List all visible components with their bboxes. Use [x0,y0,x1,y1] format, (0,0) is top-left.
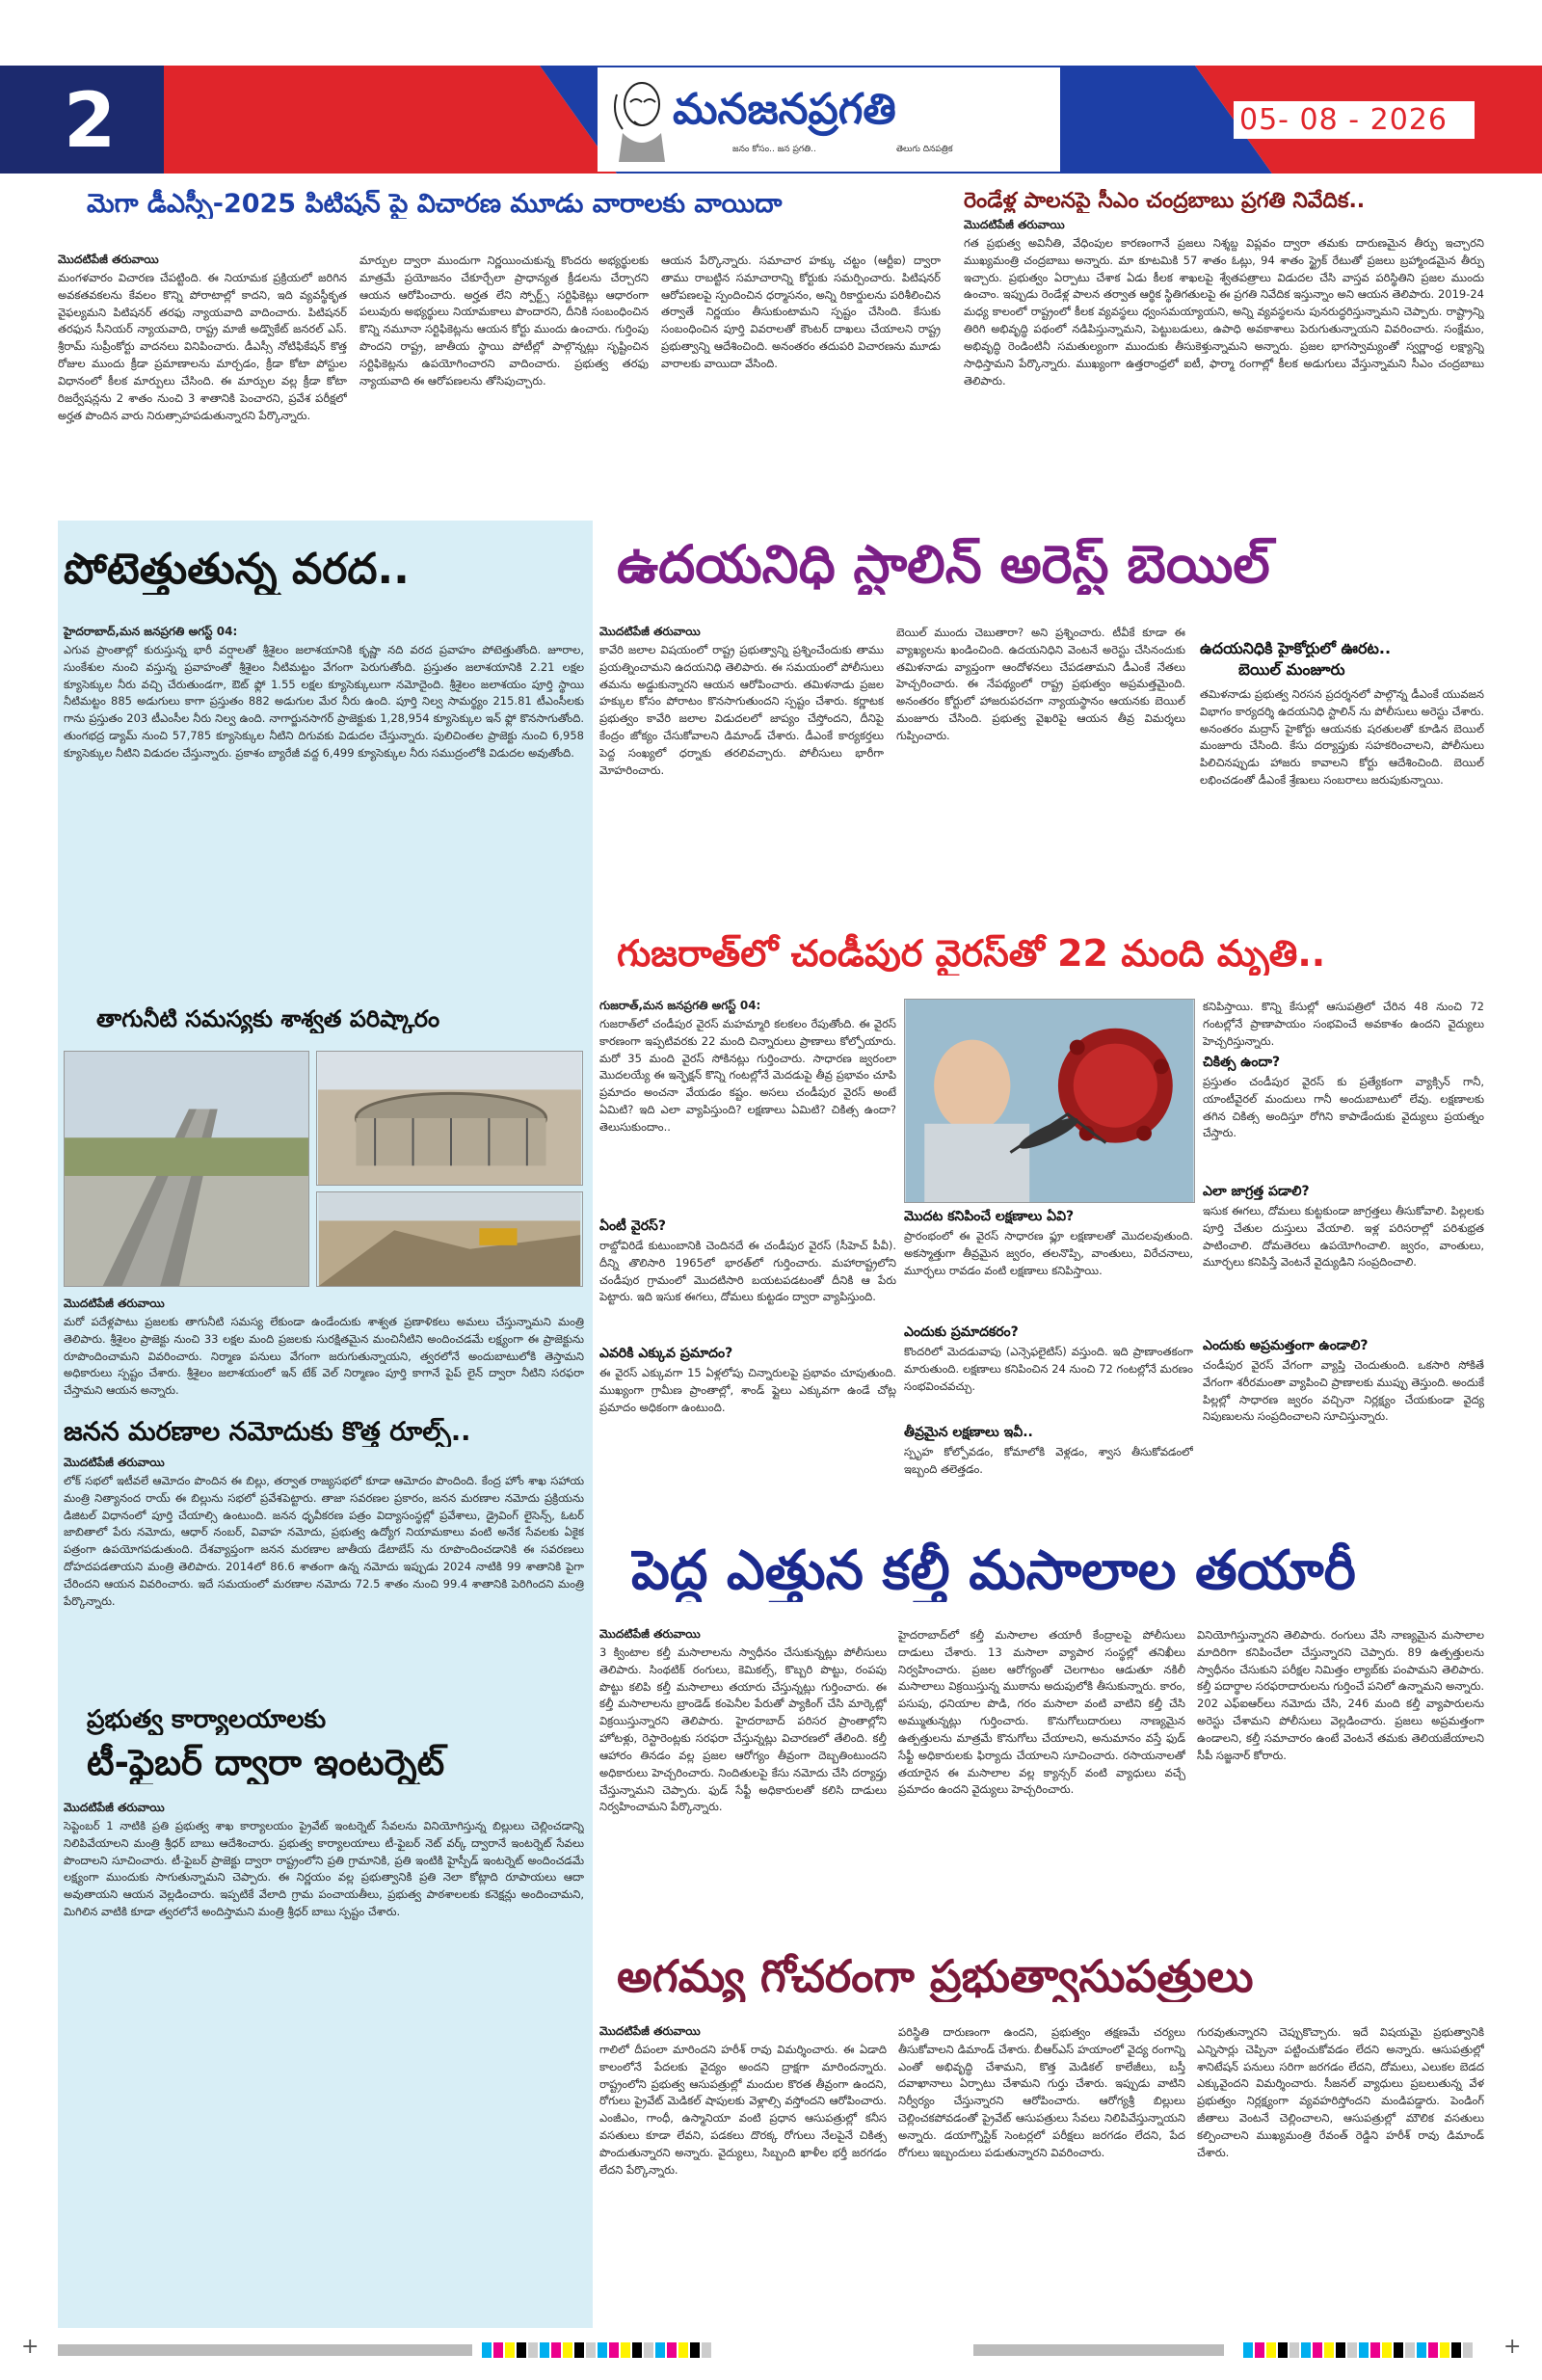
gujarat-q7: ఎలా జాగ్రత్త పడాలి? [1203,1184,1310,1199]
crosshair-left-icon: + [21,2335,40,2359]
gujarat-byline: గుజరాత్,మన జనప్రగతి అగస్ట్ 04: [599,999,761,1012]
well-construction-photo [316,1051,583,1186]
dsc-body-col3: ఆయన పేర్కొన్నారు. సమాచార హక్కు చట్టం (ఆర్టీఐ) ద్వారా తాము రాబట్టిన సమాచారాన్ని కోర్టుకు సమర్పించారు. పిటిషనర్ ఆరోపణలపై స్పందించిన ధర్మాసనం, అన్ని రికార్డులను పరిశీలించిన తర్వాతే నిర్ణయం తీసుకుంటామని స్పష్టం చేసింది. కేసుకు సంబంధించిన పూర్తి వివరాలతో కౌంటర్ దాఖలు చేయాలని రాష్ట్ర ప్రభుత్వాన్ని ఆదేశించింది. అనంతరం తదుపరి విచారణను మూడు వారాలకు వాయిదా వేసింది. [661,254,941,370]
internet-body: సెప్టెంబర్ 1 నాటికి ప్రతి ప్రభుత్వ శాఖ కార్యాలయం ప్రైవేట్ ఇంటర్నెట్ సేవలను వినియోగిస్తున్న బిల్లులు చెల్లించడాన్ని నిలిపివేయాలని మంత్రి శ్రీధర్ బాబు ఆదేశించారు. ప్రభుత్వ కార్యాలయాలు టీ-ఫైబర్ నెట్ వర్క్ ద్వారానే ఇంటర్నెట్ సేవలు పొందాలని సూచించారు. టీ-ఫైబర్ ప్రాజెక్టు ద్వారా రాష్ట్రంలోని ప్రతి గ్రామానికి, ప్రతి ఇంటికి హైస్పీడ్ ఇంటర్నెట్ అందించడమే లక్ష్యంగా ముందుకు సాగుతున్నామని చెప్పారు. ఈ నిర్ణయం వల్ల ప్రభుత్వానికి ప్రతి నెలా కోట్లాది రూపాయలు ఆదా అవుతాయని ఆయన వెల్లడించారు. ఇప్పటికే వేలాది గ్రామ పంచాయతీలు, ప్రభుత్వ పాఠశాలలకు కనెక్షన్లు అందించామని, మిగిలిన వాటికి కూడా త్వరలోనే అందిస్తామని మంత్రి శ్రీధర్ బాబు స్పష్టం చేశారు. [64,1819,584,1919]
gujarat-q4: ఎందుకు ప్రమాదకరం? [904,1324,1019,1340]
gujarat-q6: చికిత్స ఉందా? [1203,1055,1281,1070]
stalin-side-title-line2: బెయిల్ మంజూరు [1238,661,1345,679]
spices-body-col1: 3 క్వింటాల కల్తీ మసాలాలను స్వాధీనం చేసుకున్నట్లు పోలీసులు తెలిపారు. సింథటిక్ రంగులు, కెమికల్స్, కొబ్బరి పొట్టు, రంపపు పొట్టు కలిపి కల్తీ మసాలాలు తయారు చేస్తున్నట్లు గుర్తించారు. ఈ కల్తీ మసాలాలను బ్రాండెడ్ కంపెనీల పేరుతో ప్యాకింగ్ చేసి మార్కెట్లో విక్రయిస్తున్నారని తెలిపారు. హైదరాబాద్ పరిసర ప్రాంతాల్లోని హోటళ్లు, రెస్టారెంట్లకు సరఫరా చేస్తున్నట్లు విచారణలో తేలింది. కల్తీ ఆహారం తినడం వల్ల ప్రజల ఆరోగ్యం తీవ్రంగా దెబ్బతింటుందని అధికారులు హెచ్చరించారు. నిందితులపై కేసు నమోదు చేసి దర్యాప్తు చేస్తున్నామని చెప్పారు. ఫుడ్ సేఫ్టీ అధికారులతో కలిసి దాడులు నిర్వహించామని పేర్కొన్నారు. [599,1645,887,1814]
spices-body-col2: హైదరాబాద్‌లో కల్తీ మసాలాల తయారీ కేంద్రాలపై పోలీసులు దాడులు చేశారు. 13 మసాలా వ్యాపార సంస్థల్లో తనిఖీలు నిర్వహించారు. ప్రజల ఆరోగ్యంతో చెలగాటం ఆడుతూ నకిలీ మసాలాలు విక్రయిస్తున్న ముఠాను అదుపులోకి తీసుకున్నారు. కారం, పసుపు, ధనియాల పొడి, గరం మసాలా వంటి వాటిని కల్తీ చేసి అమ్ముతున్నట్లు గుర్తించారు. కొనుగోలుదారులు నాణ్యమైన ఉత్పత్తులను మాత్రమే కొనుగోలు చేయాలని, అనుమానం వస్తే ఫుడ్ సేఫ్టీ అధికారులకు ఫిర్యాదు చేయాలని సూచించారు. రసాయనాలతో తయారైన ఈ మసాలాల వల్ల క్యాన్సర్ వంటి వ్యాధులు వచ్చే ప్రమాదం ఉందని వైద్యులు హెచ్చరించారు. [898,1628,1185,1797]
print-color-bar [0,2333,1542,2371]
dsc-byline: మొదటిపేజీ తరువాయి [58,253,159,266]
gujarat-q3: మొదట కనిపించే లక్షణాలు ఏవి? [904,1209,1075,1224]
gujarat-q5: తీవ్రమైన లక్షణాలు ఇవీ.. [904,1425,1033,1440]
dsc-body-col2: మార్పుల ద్వారా ముందుగా నిర్ణయించుకున్న కొందరు అభ్యర్థులకు మాత్రమే ప్రయోజనం చేకూర్చేలా ప్రాధాన్యత క్రీడలను చేర్చారని ఆయన ఆరోపించారు. అర్హత లేని స్పోర్ట్స్ సర్టిఫికెట్లు ఆధారంగా పలువురు అభ్యర్థులు నియామకాలు పొందారని, దీనికి సంబంధించిన కొన్ని నమూనా సర్టిఫికెట్లను ఆయన కోర్టు ముందు ఉంచారు. గుర్తింపు పొందని రాష్ట్ర, జాతీయ స్థాయి పోటీల్లో పాల్గొన్నట్లు సృష్టించిన సర్టిఫికెట్లను ఉపయోగించారని వాదించారు. ప్రభుత్వ తరఫు న్యాయవాది ఈ ఆరోపణలను తోసిపుచ్చారు. [359,254,649,388]
cm-byline: మొదటిపేజీ తరువాయి [964,218,1065,231]
internet-headline-line1: ప్రభుత్వ కార్యాలయాలకు [87,1706,327,1734]
hospitals-byline: మొదటిపేజీ తరువాయి [599,2024,701,2038]
hospitals-body-col2: పరిస్థితి దారుణంగా ఉందని, ప్రభుత్వం తక్షణమే చర్యలు తీసుకోవాలని డిమాండ్ చేశారు. బీఆర్ఎస్ హయాంలో వైద్య రంగాన్ని ఎంతో అభివృద్ధి చేశామని, కొత్త మెడికల్ కాలేజీలు, బస్తీ దవాఖానాలు ఏర్పాటు చేశామని గుర్తు చేశారు. ఇప్పుడు వాటిని నిర్వీర్యం చేస్తున్నారని ఆరోపించారు. ఆరోగ్యశ్రీ బిల్లులు చెల్లించకపోవడంతో ప్రైవేట్ ఆసుపత్రులు సేవలు నిలిపివేస్తున్నాయని అన్నారు. డయాగ్నొస్టిక్ సెంటర్లలో పరీక్షలు జరగడం లేదని, పేద రోగులు ఇబ్బందులు పడుతున్నారని వివరించారు. [898,2025,1185,2159]
cm-body: గత ప్రభుత్వ అవినీతి, వేధింపుల కారణంగానే ప్రజలు నిశ్శబ్ద విప్లవం ద్వారా తమకు దారుణమైన తీర్పు ఇచ్చారని ముఖ్యమంత్రి చంద్రబాబు అన్నారు. మా కూటమికి 57 శాతం ఓట్లు, 94 శాతం స్ట్రైక్ రేటుతో ప్రజలు బ్రహ్మాండమైన తీర్పు ఇచ్చారు. ప్రభుత్వం ఏర్పాటు చేశాక ఏడు కీలక శాఖలపై శ్వేతపత్రాలు విడుదల చేసి వాస్తవ పరిస్థితిని ప్రజల ముందు ఉంచాం. ఇప్పుడు రెండేళ్ల పాలన తర్వాత ఆర్థిక స్థితిగతులపై ఈ ప్రగతి నివేదిక ఇస్తున్నాం అని ఆయన తెలిపారు. 2019-24 మధ్య కాలంలో రాష్ట్రంలో కీలక వ్యవస్థలు ధ్వంసమయ్యాయని, అన్ని వ్యవస్థలను పునరుద్ధరిస్తున్నామని చెప్పారు. రాష్ట్రాన్ని తిరిగి అభివృద్ధి పథంలో నడిపిస్తున్నామని, పెట్టుబడులు, ఉపాధి అవకాశాలు పెరుగుతున్నాయని వివరించారు. సంక్షేమం, అభివృద్ధి రెండింటినీ సమతుల్యంగా ముందుకు తీసుకెళ్తున్నామని అన్నారు. ప్రజల భాగస్వామ్యంతో స్వర్ణాంధ్ర లక్ష్యాన్ని సాధిస్తామని పేర్కొన్నారు. ముఖ్యంగా ఉత్తరాంధ్రలో ఐటీ, ఫార్మా రంగాల్లో కీలక అడుగులు వేస్తున్నామని సీఎం చంద్రబాబు తెలిపారు. [964,236,1484,388]
stalin-headline: ఉదయనిధి స్టాలిన్ అరెస్ట్ బెయిల్ [617,535,1270,595]
gujarat-a8: చండీపుర వైరస్ వేగంగా వ్యాప్తి చెందుతుంది. ఒకసారి సోకితే వేగంగా శరీరమంతా వ్యాపించి ప్రాణాలకు ముప్పు తెస్తుంది. అందుకే పిల్లల్లో సాధారణ జ్వరం వచ్చినా నిర్లక్ష్యం చేయకుండా వైద్య నిపుణులను సంప్రదించాలని సూచిస్తున్నారు. [1203,1358,1484,1424]
stalin-body-col1: కావేరి జలాల విషయంలో రాష్ట్ర ప్రభుత్వాన్ని ప్రశ్నించేందుకు తాము ప్రయత్నించామని ఉదయనిధి తెలిపారు. ఈ సమయంలో పోలీసులు తమను అడ్డుకున్నారని ఆయన ఆరోపించారు. తమిళనాడు ప్రజల హక్కుల కోసం పోరాటం కొనసాగుతుందని స్పష్టం చేశారు. కర్ణాటక ప్రభుత్వం కావేరి జలాల విడుదలలో జాప్యం చేస్తోందని, దీనిపై కేంద్రం జోక్యం చేసుకోవాలని డిమాండ్ చేశారు. డీఎంకే కార్యకర్తలు పెద్ద సంఖ్యలో ధర్నాకు తరలివచ్చారు. పోలీసులు భారీగా మోహరించారు. [599,643,884,777]
gujarat-a3: ప్రారంభంలో ఈ వైరస్ సాధారణ ఫ్లూ లక్షణాలతో మొదలవుతుంది. అకస్మాత్తుగా తీవ్రమైన జ్వరం, తలనొప్పి, వాంతులు, విరేచనాలు, మూర్ఛలు రావడం వంటి లక్షణాలు కనిపిస్తాయి. [904,1229,1193,1277]
virus-photo [904,999,1195,1203]
crosshair-right-icon: + [1503,2335,1522,2359]
gujarat-q1: ఏంటీ వైరస్? [599,1218,666,1234]
dsc-body-col1: మంగళవారం విచారణ చేపట్టింది. ఈ నియామక ప్రక్రియలో జరిగిన అవకతవకలను కేవలం కొన్ని పోరాటాల్లో కాదని, ఇది వ్యవస్థీకృత వైఫల్యమని పిటిషనర్ తరఫు న్యాయవాది వాదించారు. పిటిషనర్ తరఫున సీనియర్ న్యాయవాది, రాష్ట్ర మాజీ అడ్వొకేట్ జనరల్ ఎస్. శ్రీరామ్ సుప్రీంకోర్టు వాదనలు వినిపించారు. డీఎస్సీ నోటిఫికేషన్ కొత్త రోజుల ముందు క్రీడా ప్రమాణాలను మార్చడం, క్రీడా కోటా పోస్టుల విధానంలో కీలక మార్పులు చేసింది. ఈ మార్పుల వల్ల క్రీడా కోటా రిజర్వేషన్లను 2 శాతం నుంచి 3 శాతానికి పెంచారని, ప్రవేశ పరీక్షలో అర్హత పొందిన వారు నిరుత్సాహపడుతున్నారని పేర్కొన్నారు. [58,271,347,422]
gujarat-headline: గుజరాత్‌లో చండీపుర వైరస్‌తో 22 మంది మృతి.. [617,933,1326,975]
stalin-side-body: తమిళనాడు ప్రభుత్వ నిరసన ప్రదర్శనలో పాల్గొన్న డీఎంకే యువజన విభాగం కార్యదర్శి ఉదయనిధి స్టాలిన్ ను పోలీసులు అరెస్టు చేశారు. అనంతరం మద్రాస్ హైకోర్టు ఆయనకు షరతులతో కూడిన బెయిల్ మంజూరు చేసింది. కేసు దర్యాప్తుకు సహకరించాలని, పోలీసులు పిలిచినప్పుడు హాజరు కావాలని కోర్టు ఆదేశించింది. బెయిల్ లభించడంతో డీఎంకే శ్రేణులు సంబరాలు జరుపుకున్నాయి. [1200,687,1484,788]
brand-tagline-left: జనం కోసం.. జన ప్రగతి.. [732,145,816,154]
logo-face-icon [609,75,667,164]
dsc-headline: మెగా డీఎస్సీ-2025 పిటిషన్ పై విచారణ మూడు వారాలకు వాయిదా [87,189,783,219]
flood-byline: హైదరాబాద్,మన జనప్రగతి అగస్ట్ 04: [64,625,238,638]
internet-byline: మొదటిపేజీ తరువాయి [64,1801,165,1814]
stalin-side-title-line1: ఉదయనిధికి హైకోర్టులో ఊరట.. [1200,640,1392,657]
brand-name: మనజనప్రగతి [673,85,896,134]
gujarat-a7: ఇసుక ఈగలు, దోమలు కుట్టకుండా జాగ్రత్తలు తీసుకోవాలి. పిల్లలకు పూర్తి చేతుల దుస్తులు వేయాలి. ఇళ్ల పరిసరాల్లో పరిశుభ్రత పాటించాలి. దోమతెరలు ఉపయోగించాలి. జ్వరం, వాంతులు, మూర్ఛలు కనిపిస్తే వెంటనే వైద్యుడిని సంప్రదించాలి. [1203,1204,1484,1270]
issue-date: 05- 08 - 2026 [1234,101,1475,139]
hospitals-body-col1: గాలిలో దీపంలా మారిందని హరీశ్ రావు విమర్శించారు. ఈ ఏడాది కాలంలోనే పేదలకు వైద్యం అందని ద్రాక్షగా మారిందన్నారు. రాష్ట్రంలోని ప్రభుత్వ ఆసుపత్రుల్లో మందుల కొరత తీవ్రంగా ఉందని, రోగులు ప్రైవేట్ మెడికల్ షాపులకు వెళ్లాల్సి వస్తోందని ఆరోపించారు. ఎంజీఎం, గాంధీ, ఉస్మానియా వంటి ప్రధాన ఆసుపత్రుల్లో కనీస వసతులు కూడా లేవని, పడకలు దొరక్క రోగులు నేలపైనే చికిత్స పొందుతున్నారని అన్నారు. వైద్యులు, సిబ్బంది ఖాళీల భర్తీ జరగడం లేదని పేర్కొన్నారు. [599,2043,887,2177]
gujarat-a6: ప్రస్తుతం చండీపుర వైరస్ కు ప్రత్యేకంగా వ్యాక్సిన్ గానీ, యాంటీవైరల్ మందులు గానీ అందుబాటులో లేవు. లక్షణాలకు తగిన చికిత్స అందిస్తూ రోగిని కాపాడేందుకు వైద్యులు ప్రయత్నం చేస్తారు. [1203,1075,1484,1140]
brand-tagline-right: తెలుగు దినపత్రిక [896,145,953,154]
gujarat-a1: రాబ్డోవిరిడే కుటుంబానికి చెందినదే ఈ చండీపుర వైరస్ (సీహెచ్ పీవీ). దీన్ని తొలిసారి 1965లో భారత్‌లో గుర్తించారు. మహారాష్ట్రలోని చండీపుర గ్రామంలో మొదటిసారి బయటపడటంతో దీనికి ఆ పేరు పెట్టారు. ఇది ఇసుక ఈగలు, దోమలు కుట్టడం ద్వారా వ్యాపిస్తుంది. [599,1239,896,1304]
flood-headline: పోటెత్తుతున్న వరద.. [64,546,410,594]
hospitals-body-col3: గురవుతున్నారని చెప్పుకొచ్చారు. ఇదే విషయమై ప్రభుత్వానికి ఎన్నిసార్లు చెప్పినా పట్టించుకోవడం లేదని అన్నారు. ఆసుపత్రుల్లో శానిటేషన్ పనులు సరిగా జరగడం లేదని, దోమలు, ఎలుకల బెడద ఎక్కువైందని విమర్శించారు. సీజనల్ వ్యాధులు ప్రబలుతున్న వేళ ప్రభుత్వం నిర్లక్ష్యంగా వ్యవహరిస్తోందని మండిపడ్డారు. పెండింగ్ జీతాలు వెంటనే చెల్లించాలని, ఆసుపత్రుల్లో మౌలిక వసతులు కల్పించాలని ముఖ్యమంత్రి రేవంత్ రెడ్డిని హరీశ్ రావు డిమాండ్ చేశారు. [1197,2025,1484,2159]
spices-headline: పెద్ద ఎత్తున కల్తీ మసాలాల తయారీ [631,1540,1356,1602]
gujarat-q2: ఎవరికి ఎక్కువ ప్రమాదం? [599,1346,733,1361]
gujarat-intro: గుజరాత్‌లో చండీపుర వైరస్ మహమ్మారి కలకలం రేపుతోంది. ఈ వైరస్ కారణంగా ఇప్పటివరకు 22 మంది చిన్నారులు ప్రాణాలు కోల్పోయారు. మరో 35 మంది వైరస్ సోకినట్లు గుర్తించారు. సాధారణ జ్వరంలా మొదలయ్యే ఈ ఇన్ఫెక్షన్ కొన్ని గంటల్లోనే మెదడుపై తీవ్ర ప్రభావం చూపి ప్రమాదం అంచనా వేయడం కష్టం. అసలు చండీపుర వైరస్ అంటే ఏమిటి? ఇది ఎలా వ్యాపిస్తుంది? లక్షణాలు ఏమిటి? చికిత్స ఉందా? తెలుసుకుందాం.. [599,1017,896,1134]
gujarat-a5: స్పృహ కోల్పోవడం, కోమాలోకి వెళ్లడం, శ్వాస తీసుకోవడంలో ఇబ్బంది తలెత్తడం. [904,1445,1193,1476]
spices-body-col3: వినియోగిస్తున్నారని తెలిపారు. రంగులు వేసి నాణ్యమైన మసాలాల మాదిరిగా కనిపించేలా చేస్తున్నారని చెప్పారు. 89 ఉత్పత్తులను స్వాధీనం చేసుకుని పరీక్షల నిమిత్తం ల్యాబ్‌కు పంపామని తెలిపారు. కల్తీ పదార్థాల సరఫరాదారులను గుర్తించే పనిలో ఉన్నామని అన్నారు. 202 ఎఫ్‌ఐఆర్‌లు నమోదు చేసి, 246 మంది కల్తీ వ్యాపారులను అరెస్టు చేశామని పోలీసులు వెల్లడించారు. ప్రజలు అప్రమత్తంగా ఉండాలని, కల్తీ సమాచారం ఉంటే వెంటనే తమకు తెలియజేయాలని సీపీ సజ్జనార్ కోరారు. [1197,1628,1484,1762]
water-byline: మొదటిపేజీ తరువాయి [64,1297,165,1310]
water-headline: తాగునీటి సమస్యకు శాశ్వత పరిష్కారం [96,1006,440,1032]
spices-byline: మొదటిపేజీ తరువాయి [599,1627,701,1641]
stalin-byline: మొదటిపేజీ తరువాయి [599,625,701,638]
pipeline-photo [64,1051,309,1287]
water-body: మరో పదేళ్లపాటు ప్రజలకు తాగునీటి సమస్య లేకుండా ఉండేందుకు శాశ్వత ప్రణాళికలు అమలు చేస్తున్నామని మంత్రి తెలిపారు. శ్రీశైలం ప్రాజెక్టు నుంచి 33 లక్షల మంది ప్రజలకు సురక్షితమైన మంచినీటిని అందించడమే లక్ష్యంగా ఈ ప్రాజెక్టును రూపొందించామని వివరించారు. నిర్మాణ పనులు వేగంగా జరుగుతున్నాయని, త్వరలోనే అందుబాటులోకి తెస్తామని అధికారులు స్పష్టం చేశారు. శ్రీశైలం జలాశయంలో ఇన్ టేక్ వెల్ నిర్మాణం పూర్తి కాగానే పైప్ లైన్ ద్వారా నీటిని సరఫరా చేస్తామని ఆయన అన్నారు. [64,1315,584,1398]
gujarat-right-intro: కనిపిస్తాయి. కొన్ని కేసుల్లో ఆసుపత్రిలో చేరిన 48 నుంచి 72 గంటల్లోనే ప్రాణాపాయం సంభవించే అవకాశం ఉందని వైద్యులు హెచ్చరిస్తున్నారు. [1203,1000,1484,1048]
births-body: లోక్ సభలో ఇటీవలే ఆమోదం పొందిన ఈ బిల్లు, తర్వాత రాజ్యసభలో కూడా ఆమోదం పొందింది. కేంద్ర హోం శాఖ సహాయ మంత్రి నిత్యానంద రాయ్ ఈ బిల్లును సభలో ప్రవేశపెట్టారు. తాజా సవరణల ప్రకారం, జనన మరణాల నమోదు ప్రక్రియను డిజిటల్ విధానంలో పూర్తి చేయాల్సి ఉంటుంది. జనన ధృవీకరణ పత్రం విద్యాసంస్థల్లో ప్రవేశాలు, డ్రైవింగ్ లైసెన్స్, ఓటర్ జాబితాలో పేరు నమోదు, ఆధార్ నంబర్, వివాహ నమోదు, ప్రభుత్వ ఉద్యోగ నియామకాలు వంటి అనేక సేవలకు ఏకైక పత్రంగా ఉపయోగపడుతుంది. దేశవ్యాప్తంగా జనన మరణాల జాతీయ డేటాబేస్ ను రూపొందించడానికి ఈ సవరణలు దోహదపడతాయని మంత్రి తెలిపారు. 2014లో 86.6 శాతంగా ఉన్న నమోదు ఇప్పుడు 2024 నాటికి 99 శాతానికి పైగా చేరిందని ఆయన వివరించారు. ఇదే సమయంలో మరణాల నమోదు 72.5 శాతం నుంచి 99.4 శాతానికి పెరిగిందని మంత్రి పేర్కొన్నారు. [64,1474,584,1608]
gujarat-q8: ఎందుకు అప్రమత్తంగా ఉండాలి? [1203,1338,1369,1353]
gujarat-a2: ఈ వైరస్ ఎక్కువగా 15 ఏళ్లలోపు చిన్నారులపై ప్రభావం చూపుతుంది. ముఖ్యంగా గ్రామీణ ప్రాంతాల్లో, శాండ్ ఫ్లైలు ఎక్కువగా ఉండే చోట్ల ప్రమాదం అధికంగా ఉంటుంది. [599,1366,896,1414]
births-byline: మొదటిపేజీ తరువాయి [64,1456,165,1469]
internet-headline-line2: టీ-ఫైబర్ ద్వారా ఇంటర్నెట్ [87,1743,445,1783]
stalin-body-col2: బెయిల్ ముందు చెబుతారా? అని ప్రశ్నించారు. టీవీకే కూడా ఈ వ్యాఖ్యలను ఖండించింది. ఉదయనిధిని వెంటనే అరెస్టు చేసినందుకు తమిళనాడు వ్యాప్తంగా ఆందోళనలు చేపడతామని డీఎంకే నేతలు హెచ్చరించారు. ఈ నేపథ్యంలో రాష్ట్ర ప్రభుత్వం అప్రమత్తమైంది. అనంతరం కోర్టులో హాజరుపరచగా న్యాయస్థానం ఆయనకు బెయిల్ మంజూరు చేసింది. ప్రభుత్వ వైఖరిపై ఆయన తీవ్ర విమర్శలు గుప్పించారు. [896,626,1185,742]
site-excavation-photo [316,1191,583,1287]
births-headline: జనన మరణాల నమోదుకు కొత్త రూల్స్.. [64,1417,471,1447]
hospitals-headline: అగమ్య గోచరంగా ప్రభుత్వాసుపత్రులు [617,1951,1254,2002]
flood-body: ఎగువ ప్రాంతాల్లో కురుస్తున్న భారీ వర్షాలతో శ్రీశైలం జలాశయానికి కృష్ణా నది వరద ప్రవాహం పోటెత్తుతోంది. జూరాల, సుంకేశుల నుంచి వస్తున్న ప్రవాహంతో శ్రీశైలం నీటిమట్టం వేగంగా పెరుగుతోంది. ప్రస్తుతం జలాశయానికి 2.21 లక్షల క్యూసెక్కుల నీరు వచ్చి చేరుతుండగా, ఔట్ ఫ్లో 1.55 లక్షల క్యూసెక్కులుగా నమోదైంది. శ్రీశైలం జలాశయం పూర్తి స్థాయి నీటిమట్టం 885 అడుగులు కాగా ప్రస్తుతం 882 అడుగుల మేర నీరు ఉంది. పూర్తి నిల్వ సామర్థ్యం 215.81 టీఎంసీలకు గాను ప్రస్తుతం 203 టీఎంసీల నీరు నిల్వ ఉంది. నాగార్జునసాగర్ ప్రాజెక్టుకు 1,28,954 క్యూసెక్కుల ఇన్ ఫ్లో కొనసాగుతోంది. తుంగభద్ర డ్యామ్ నుంచి 57,785 క్యూసెక్కుల నీటిని దిగువకు విడుదల చేస్తున్నారు. పులిచింతల ప్రాజెక్టు నుంచి 6,958 క్యూసెక్కుల నీటిని విడుదల చేస్తున్నారు. ప్రకాశం బ్యారేజీ వద్ద 6,499 క్యూసెక్కుల నీరు సముద్రంలోకి విడుదల అవుతోంది. [64,643,584,760]
cm-headline: రెండేళ్ల పాలనపై సీఎం చంద్రబాబు ప్రగతి నివేదిక.. [964,189,1366,213]
page-number: 2 [64,78,117,165]
gujarat-a4: కొందరిలో మెదడువాపు (ఎన్సెఫలైటిస్) వస్తుంది. ఇది ప్రాణాంతకంగా మారుతుంది. లక్షణాలు కనిపించిన 24 నుంచి 72 గంటల్లోనే మరణం సంభవించవచ్చు. [904,1345,1193,1393]
